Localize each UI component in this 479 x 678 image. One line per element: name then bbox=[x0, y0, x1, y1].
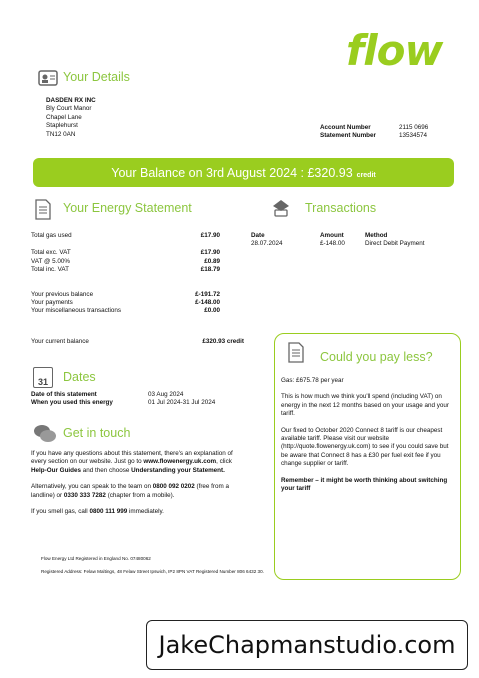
company-registration: Flow Energy Ltd Registered in England No. 07480062 bbox=[41, 556, 151, 561]
current-balance-row bbox=[31, 338, 244, 346]
document-icon bbox=[288, 342, 304, 368]
energy-rows bbox=[31, 232, 220, 316]
energy-row bbox=[31, 266, 220, 274]
statement-number-value: 13534574 bbox=[399, 132, 428, 140]
chat-bubbles-icon bbox=[33, 423, 57, 450]
contact-text-span: Alternatively, you can speak to the team on bbox=[31, 483, 151, 491]
contact-paragraph bbox=[31, 508, 246, 516]
statement-date-label: Date of this statement bbox=[31, 391, 97, 398]
balance-banner-text: Your Balance on 3rd August 2024 : £320.93 bbox=[111, 165, 353, 180]
website-link[interactable]: www.flowenergy.uk.com bbox=[143, 458, 217, 466]
transactions-table bbox=[251, 232, 425, 249]
contact-text-span: If you have any questions about this statement, there's an explanation of every section on our website. Just go to bbox=[31, 450, 233, 466]
transactions-cell: Direct Debit Payment bbox=[365, 240, 425, 248]
energy-row-value: £0.89 bbox=[204, 257, 220, 265]
energy-row-value: £-191.72 bbox=[195, 290, 220, 298]
energy-row bbox=[31, 258, 220, 266]
registered-address: Registered Address: Felaw Maltings, 48 Felaw Street Ipswich, IP2 8PN VAT Registered Number 806 6432 30. bbox=[41, 569, 264, 574]
dates-info bbox=[31, 391, 215, 408]
customer-name: DASDEN RX INC bbox=[46, 97, 96, 104]
statement-date-value: 03 Aug 2024 bbox=[148, 391, 184, 398]
contact-text-span: , click bbox=[216, 458, 232, 466]
understanding-statement-link[interactable]: Understanding your Statement. bbox=[131, 466, 225, 474]
energy-row-value: £17.90 bbox=[200, 232, 220, 239]
piggy-bank-icon bbox=[270, 197, 292, 224]
current-balance-label: Your current balance bbox=[31, 338, 89, 345]
help-guides-link[interactable]: Help-Our Guides bbox=[31, 466, 82, 474]
phone-number: 0800 092 0202 bbox=[152, 483, 195, 491]
gas-estimate: Gas: £675.78 per year bbox=[281, 377, 344, 384]
table-row bbox=[251, 240, 425, 248]
customer-address bbox=[46, 97, 96, 139]
id-card-icon bbox=[38, 69, 58, 92]
energy-statement-title: Your Energy Statement bbox=[63, 201, 192, 215]
address-line: Bly Court Manor bbox=[46, 105, 92, 113]
contact-text-span: and then choose bbox=[82, 466, 130, 474]
energy-row-value: £-148.00 bbox=[195, 299, 220, 307]
energy-row-label: Your previous balance bbox=[31, 290, 94, 298]
pay-less-reminder: Remember – it might be worth thinking about switching your tariff bbox=[281, 476, 448, 493]
statement-number-label: Statement Number bbox=[320, 132, 376, 140]
energy-row-label: Your miscellaneous transactions bbox=[31, 307, 122, 315]
energy-row bbox=[31, 299, 220, 307]
contact-text-span: If you smell gas, call bbox=[31, 508, 88, 516]
transactions-header bbox=[251, 232, 425, 240]
calendar-icon bbox=[33, 367, 53, 388]
current-balance-value: £320.93 credit bbox=[202, 338, 244, 345]
document-icon bbox=[35, 199, 51, 225]
emergency-phone-number: 0800 111 999 bbox=[89, 508, 128, 516]
phone-number: 0330 333 7282 bbox=[63, 491, 106, 499]
get-in-touch-title: Get in touch bbox=[63, 426, 131, 440]
energy-row-value: £17.90 bbox=[200, 249, 220, 257]
watermark-text: JakeChapmanstudio.com bbox=[158, 631, 456, 659]
energy-row bbox=[31, 307, 220, 315]
contact-paragraph bbox=[31, 483, 246, 500]
flow-logo: flow bbox=[346, 26, 443, 75]
usage-period-value: 01 Jul 2024-31 Jul 2024 bbox=[148, 399, 216, 407]
account-number-value: 2115 0696 bbox=[399, 124, 429, 131]
calendar-icon-day: 31 bbox=[37, 377, 48, 387]
watermark bbox=[146, 620, 468, 670]
usage-period-label: When you used this energy bbox=[31, 399, 113, 407]
pay-less-paragraph: This is how much we think you'll spend (including VAT) on energy in the next 12 months based on your usage and your tariff. bbox=[281, 393, 450, 418]
energy-row bbox=[31, 249, 220, 257]
energy-row bbox=[31, 291, 220, 299]
balance-banner bbox=[33, 158, 454, 187]
energy-row-label: Total exc. VAT bbox=[31, 249, 71, 257]
energy-row-label: Total gas used bbox=[31, 232, 72, 239]
transactions-header-cell: Method bbox=[365, 232, 388, 239]
pay-less-text bbox=[281, 377, 451, 493]
contact-text bbox=[31, 450, 246, 516]
transactions-header-cell: Amount bbox=[320, 232, 344, 239]
transactions-header-cell: Date bbox=[251, 232, 265, 239]
account-number-label: Account Number bbox=[320, 124, 371, 131]
energy-row-label: VAT @ 5.00% bbox=[31, 257, 70, 265]
energy-row-value: £0.00 bbox=[204, 307, 220, 315]
transactions-cell: £-148.00 bbox=[320, 240, 345, 248]
contact-text-span: (free from a landline) or bbox=[31, 483, 230, 499]
transactions-title: Transactions bbox=[305, 201, 377, 215]
pay-less-paragraph: Our fixed to October 2020 Connect 8 tariff is our cheapest available tariff. Please visit our website (http://quote.flowenergy.uk.com) to see if you could save but be aware that Connect 8 has a £30 per fuel exit fee if you change supplier or tariff. bbox=[281, 426, 449, 468]
your-details-title: Your Details bbox=[63, 70, 130, 84]
energy-row-label: Your payments bbox=[31, 299, 73, 307]
address-line: Chapel Lane bbox=[46, 113, 82, 121]
pay-less-title: Could you pay less? bbox=[320, 350, 433, 364]
balance-banner-suffix: credit bbox=[356, 172, 376, 179]
address-line: Staplehurst bbox=[46, 122, 78, 130]
dates-title: Dates bbox=[63, 370, 96, 384]
contact-paragraph bbox=[31, 450, 246, 475]
contact-text-span: immediately. bbox=[129, 508, 164, 516]
energy-row-label: Total inc. VAT bbox=[31, 266, 69, 274]
energy-row-value: £18.79 bbox=[200, 266, 220, 274]
address-line: TN12 0AN bbox=[46, 130, 76, 138]
contact-text-span: (chapter from a mobile). bbox=[107, 491, 175, 499]
account-info bbox=[320, 124, 428, 141]
transactions-cell: 28.07.2024 bbox=[251, 240, 283, 248]
energy-row bbox=[31, 232, 220, 240]
